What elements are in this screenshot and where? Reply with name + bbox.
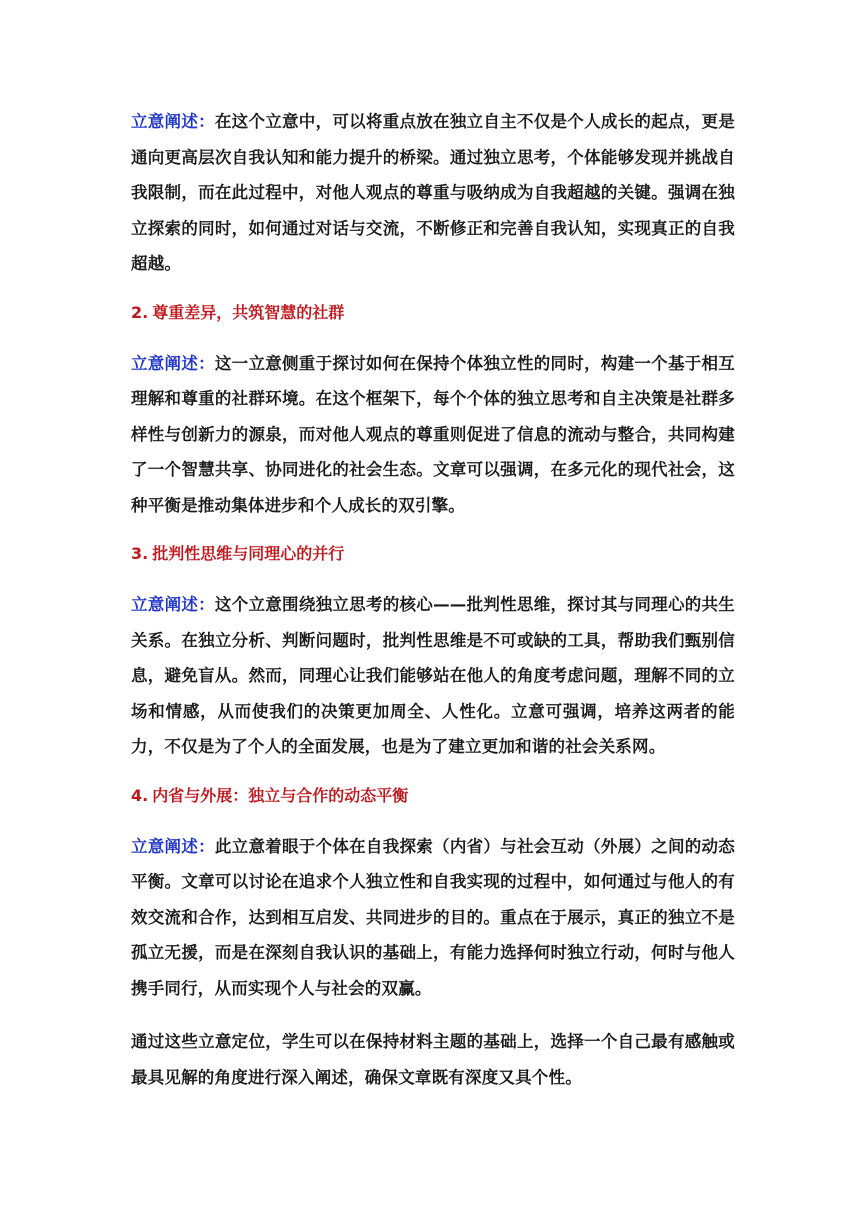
paragraph-text: 这一立意侧重于探讨如何在保持个体独立性的同时，构建一个基于相互理解和尊重的社群环境。在这个框架下，每个个体的独立思考和自主决策是社群多样性与创新力的源泉，而对他人观点的尊重则促进了信息的流动与整合，共同构建了一个智慧共享、协同进化的社会生态。文章可以强调，在多元化的现代社会，这种平衡是推动集体进步和个人成长的双引擎。 — [131, 353, 736, 515]
paragraph-self-transcendence — [131, 104, 735, 282]
paragraph-lead-label: 立意阐述： — [131, 595, 215, 614]
paragraph-lead-label: 立意阐述： — [131, 836, 215, 856]
section-number: 3. — [131, 544, 149, 563]
paragraph-community — [131, 346, 735, 524]
section-title: 内省与外展：独立与合作的动态平衡 — [152, 785, 409, 805]
section-title: 批判性思维与同理心的并行 — [152, 544, 345, 563]
paragraph-introspection — [131, 829, 735, 1007]
section-title: 尊重差异，共筑智慧的社群 — [152, 302, 345, 322]
paragraph-text: 在这个立意中，可以将重点放在独立自主不仅是个人成长的起点，更是通向更高层次自我认知和能力提升的桥梁。通过独立思考，个体能够发现并挑战自我限制，而在此过程中，对他人观点的尊重与吸纳成为自我超越的关键。强调在独立探索的同时，如何通过对话与交流，不断修正和完善自我认知，实现真正的自我超越。 — [131, 112, 736, 273]
paragraph-lead-label: 立意阐述： — [131, 353, 215, 373]
section-heading-2 — [131, 300, 735, 326]
paragraph-critical-thinking — [131, 587, 735, 765]
paragraph-text: 此立意着眼于个体在自我探索（内省）与社会互动（外展）之间的动态平衡。文章可以讨论在追求个人独立性和自我实现的过程中，如何通过与他人的有效交流和合作，达到相互启发、共同进步的目的。重点在于展示，真正的独立不是孤立无援，而是在深刻自我认识的基础上，有能力选择何时独立行动，何时与他人携手同行，从而实现个人与社会的双赢。 — [131, 836, 736, 998]
section-number: 4. — [131, 785, 149, 805]
paragraph-conclusion — [131, 1024, 735, 1095]
paragraph-text: 通过这些立意定位，学生可以在保持材料主题的基础上，选择一个自己最有感触或最具见解的角度进行深入阐述，确保文章既有深度又具个性。 — [131, 1032, 735, 1087]
section-heading-3 — [131, 541, 735, 567]
paragraph-text: 这个立意围绕独立思考的核心——批判性思维，探讨其与同理心的共生关系。在独立分析、判断问题时，批判性思维是不可或缺的工具，帮助我们甄别信息，避免盲从。然而，同理心让我们能够站在他人的角度考虑问题，理解不同的立场和情感，从而使我们的决策更加周全、人性化。立意可强调，培养这两者的能力，不仅是为了个人的全面发展，也是为了建立更加和谐的社会关系网。 — [131, 595, 736, 756]
section-number: 2. — [131, 302, 149, 322]
document-body — [131, 104, 735, 1113]
section-heading-4 — [131, 783, 735, 809]
paragraph-lead-label: 立意阐述： — [131, 112, 215, 131]
